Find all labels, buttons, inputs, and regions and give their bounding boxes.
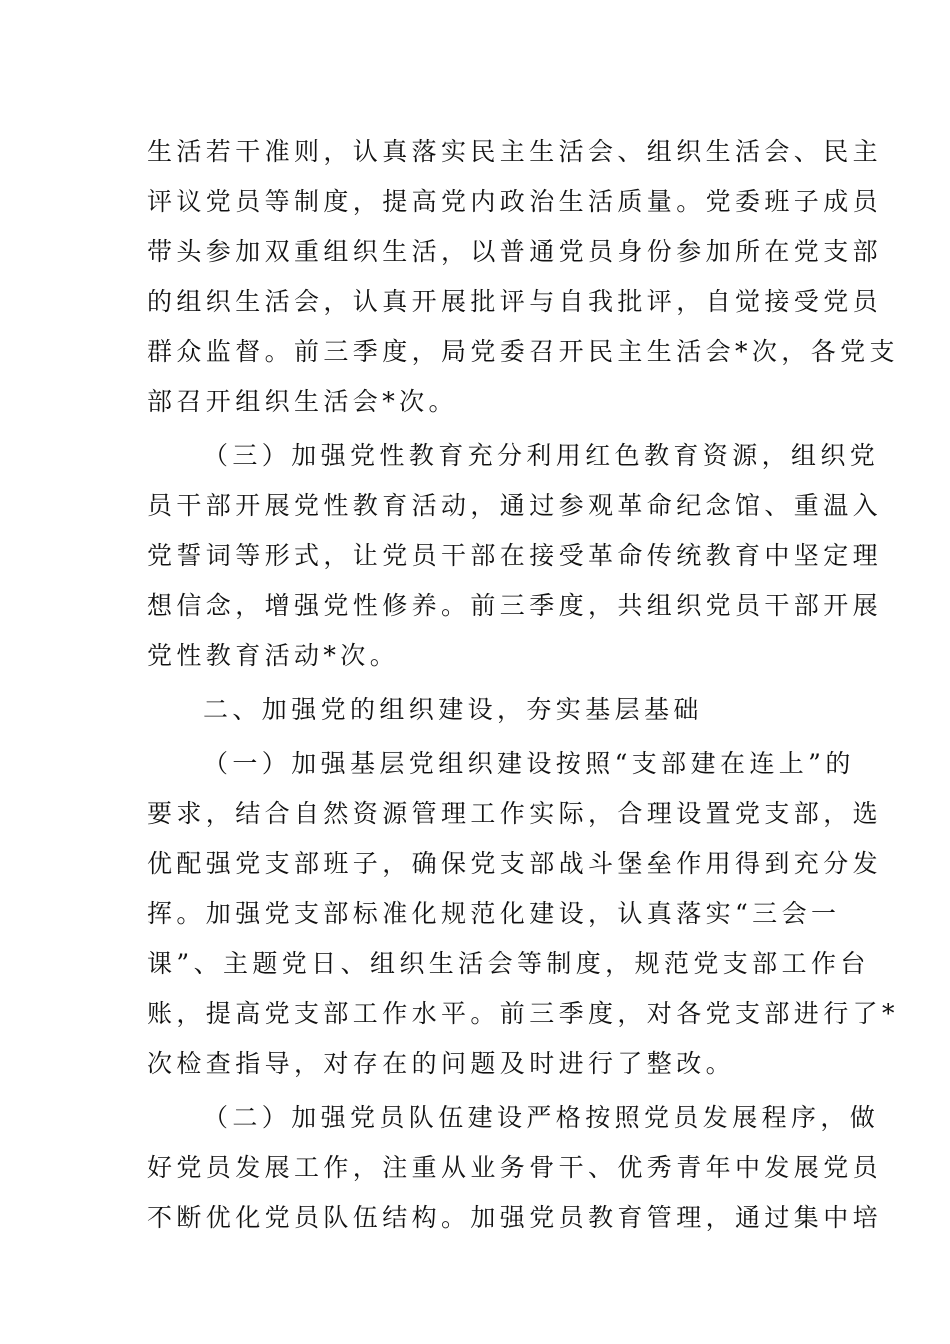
text-line: 想信念，增强党性修养。前三季度，共组织党员干部开展: [147, 591, 883, 620]
text-line: 账，提高党支部工作水平。前三季度，对各党支部进行了*: [147, 999, 899, 1028]
text-line: 员干部开展党性教育活动，通过参观革命纪念馆、重温入: [147, 491, 883, 520]
paragraph-heading-line: （二）加强党员队伍建设严格按照党员发展程序，做: [203, 1103, 880, 1132]
text-line: 次检查指导，对存在的问题及时进行了整改。: [147, 1049, 736, 1078]
text-line: 部召开组织生活会*次。: [147, 387, 458, 416]
text-line: 好党员发展工作，注重从业务骨干、优秀青年中发展党员: [147, 1153, 883, 1182]
text-line: 的组织生活会，认真开展批评与自我批评，自觉接受党员: [147, 287, 883, 316]
text-line: 不断优化党员队伍结构。加强党员教育管理，通过集中培: [147, 1203, 883, 1232]
text-line: 群众监督。前三季度，局党委召开民主生活会*次，各党支: [147, 337, 899, 366]
text-line: 党性教育活动*次。: [147, 641, 400, 670]
text-line: 挥。加强党支部标准化规范化建设，认真落实“三会一: [147, 899, 841, 928]
text-line: 优配强党支部班子，确保党支部战斗堡垒作用得到充分发: [147, 849, 883, 878]
text-line: 课”、主题党日、组织生活会等制度，规范党支部工作台: [147, 949, 870, 978]
paragraph-heading-line: （一）加强基层党组织建设按照“支部建在连上”的: [203, 749, 855, 778]
text-line: 带头参加双重组织生活，以普通党员身份参加所在党支部: [147, 237, 883, 266]
text-line: 党誓词等形式，让党员干部在接受革命传统教育中坚定理: [147, 541, 883, 570]
text-line: 要求，结合自然资源管理工作实际，合理设置党支部，选: [147, 799, 883, 828]
text-line: 评议党员等制度，提高党内政治生活质量。党委班子成员: [147, 187, 883, 216]
text-line: 生活若干准则，认真落实民主生活会、组织生活会、民主: [147, 137, 883, 166]
document-body: [147, 127, 899, 1243]
section-heading: 二、加强党的组织建设，夯实基层基础: [203, 695, 703, 724]
paragraph-heading-line: （三）加强党性教育充分利用红色教育资源，组织党: [203, 441, 880, 470]
